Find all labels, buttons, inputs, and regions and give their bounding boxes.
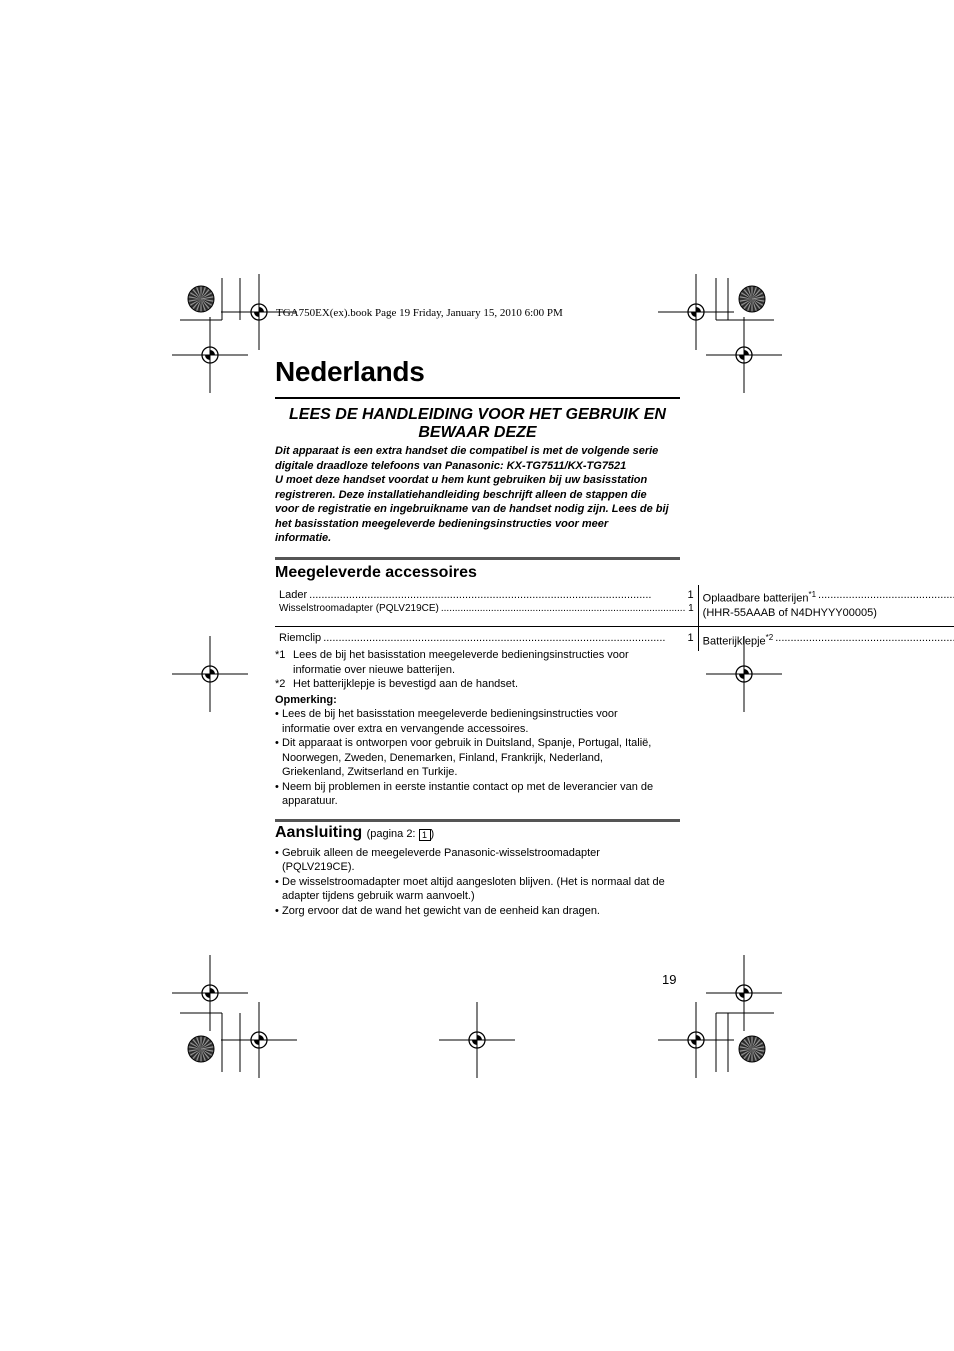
connection-section [275, 826, 680, 918]
note-label: Opmerking: [275, 693, 337, 706]
star-target-mark [188, 1036, 214, 1062]
intro-paragraph [275, 444, 680, 546]
registration-crosshair [221, 1002, 297, 1078]
note-line: Neem bij problemen in eerste instantie contact op met de leverancier van de [282, 780, 654, 793]
table-cell [698, 626, 954, 651]
list-item [275, 875, 680, 904]
bullet: • [275, 846, 279, 859]
footnote-line: informatie over nieuwe batterijen. [293, 663, 456, 676]
accessory-name: Lader [279, 589, 308, 601]
bullet: • [275, 904, 279, 917]
section-rule [275, 557, 680, 560]
registration-crosshair [172, 636, 248, 712]
list-item [275, 736, 680, 780]
registration-crosshair [706, 955, 782, 1031]
page-ref: (pagina 2: [366, 828, 419, 840]
accessories-table [275, 585, 954, 651]
list-item [275, 904, 680, 919]
figure-ref-box: 1 [419, 829, 431, 841]
note-line: apparatuur. [282, 795, 338, 807]
note-line: De wisselstroomadapter moet altijd aangesloten blijven. (Het is normaal dat de [282, 875, 665, 888]
table-cell [275, 585, 698, 626]
accessory-qty: 1 [687, 631, 694, 644]
list-item [275, 780, 680, 809]
registration-crosshair [658, 274, 734, 350]
page-number: 19 [662, 972, 677, 987]
note-line: Zorg ervoor dat de wand het gewicht van de eenheid kan dragen. [282, 904, 600, 917]
accessory-detail: (HHR-55AAAB of N4DHYYY00005) [702, 606, 877, 619]
note-line: adapter tijdens gebruik warm aanvoelt.) [282, 890, 475, 902]
page-ref: ) [430, 828, 435, 840]
subtitle-line: LEES DE HANDLEIDING VOOR HET GEBRUIK EN [289, 406, 666, 423]
registration-crosshair [706, 317, 782, 393]
footnote [275, 648, 680, 677]
bullet: • [275, 875, 279, 888]
table-cell [698, 585, 954, 626]
accessory-item [703, 588, 954, 606]
table-row [275, 585, 954, 626]
note-line: Lees de bij het basisstation meegeleverde bedieningsinstructies voor [282, 708, 618, 720]
bullet: • [275, 737, 279, 749]
footnote-ref: *1 [808, 590, 817, 599]
accessory-qty: 1 [688, 603, 694, 614]
list-item [275, 707, 680, 736]
footnote-line: Het batterijklepje is bevestigd aan de handset. [293, 678, 519, 690]
book-info-line: TGA750EX(ex).book Page 19 Friday, January 15, 2010 6:00 PM [276, 307, 563, 319]
note-line: Gebruik alleen de meegeleverde Panasonic-wisselstroomadapter [282, 846, 600, 859]
accessory-item [279, 588, 694, 602]
registration-crosshair [439, 1002, 515, 1078]
accessory-name: Oplaadbare batterijen [702, 592, 809, 605]
star-target-mark [188, 286, 214, 312]
registration-crosshair [172, 317, 248, 393]
footnote-ref: *2 [765, 632, 774, 642]
accessory-qty: 1 [687, 589, 694, 601]
intro-line: informatie. [275, 532, 332, 544]
title-rule [275, 397, 680, 399]
page-title: Nederlands [275, 356, 425, 387]
star-target-mark [739, 1036, 765, 1062]
note-line: (PQLV219CE). [282, 861, 355, 873]
accessories-heading: Meegeleverde accessoires [275, 564, 477, 581]
intro-line: voor de registratie en ingebruikname van de handset nodig zijn. Lees de bij [275, 503, 669, 515]
bullet: • [275, 780, 279, 793]
footnote-mark: *1 [275, 649, 286, 661]
intro-line: registreren. Deze installatiehandleiding beschrijft alleen de stappen die [275, 488, 647, 501]
note-line: Griekenland, Zwitserland en Turkije. [282, 766, 458, 778]
note-line: Noorwegen, Zweden, Denemarken, Finland, Frankrijk, Nederland, [282, 751, 603, 764]
intro-line: digitale draadloze telefoons van Panasonic: KX-TG7511/KX-TG7521 [275, 459, 627, 472]
accessory-item [703, 631, 954, 649]
connection-heading [275, 826, 680, 842]
note-line: informatie over extra en vervangende accessoires. [282, 722, 529, 735]
accessories-notes [275, 648, 680, 809]
intro-line: Dit apparaat is een extra handset die compatibel is met de volgende serie [275, 445, 659, 457]
connection-title: Aansluiting [275, 824, 363, 841]
subtitle [275, 406, 680, 442]
intro-line: het basisstation meegeleverde bedieningsinstructies voor meer [275, 517, 609, 530]
accessory-name: Wisselstroomadapter (PQLV219CE) [279, 603, 439, 614]
note-line: Dit apparaat is ontworpen voor gebruik in Duitsland, Spanje, Portugal, Italië, [282, 737, 652, 749]
section-rule [275, 819, 680, 822]
registration-crosshair [172, 955, 248, 1031]
star-target-mark [739, 286, 765, 312]
footnote [275, 677, 680, 692]
intro-line: U moet deze handset voordat u hem kunt gebruiken bij uw basisstation [275, 474, 648, 486]
footnote-line: Lees de bij het basisstation meegeleverde bedieningsinstructies voor [293, 649, 629, 661]
subtitle-line: BEWAAR DEZE [418, 424, 537, 441]
accessory-item [279, 602, 694, 616]
accessory-name: Batterijklepje [702, 635, 766, 648]
accessory-name: Riemclip [279, 631, 322, 644]
bullet: • [275, 708, 279, 720]
accessory-item [279, 631, 694, 645]
footnote-mark: *2 [275, 678, 286, 690]
list-item [275, 846, 680, 875]
